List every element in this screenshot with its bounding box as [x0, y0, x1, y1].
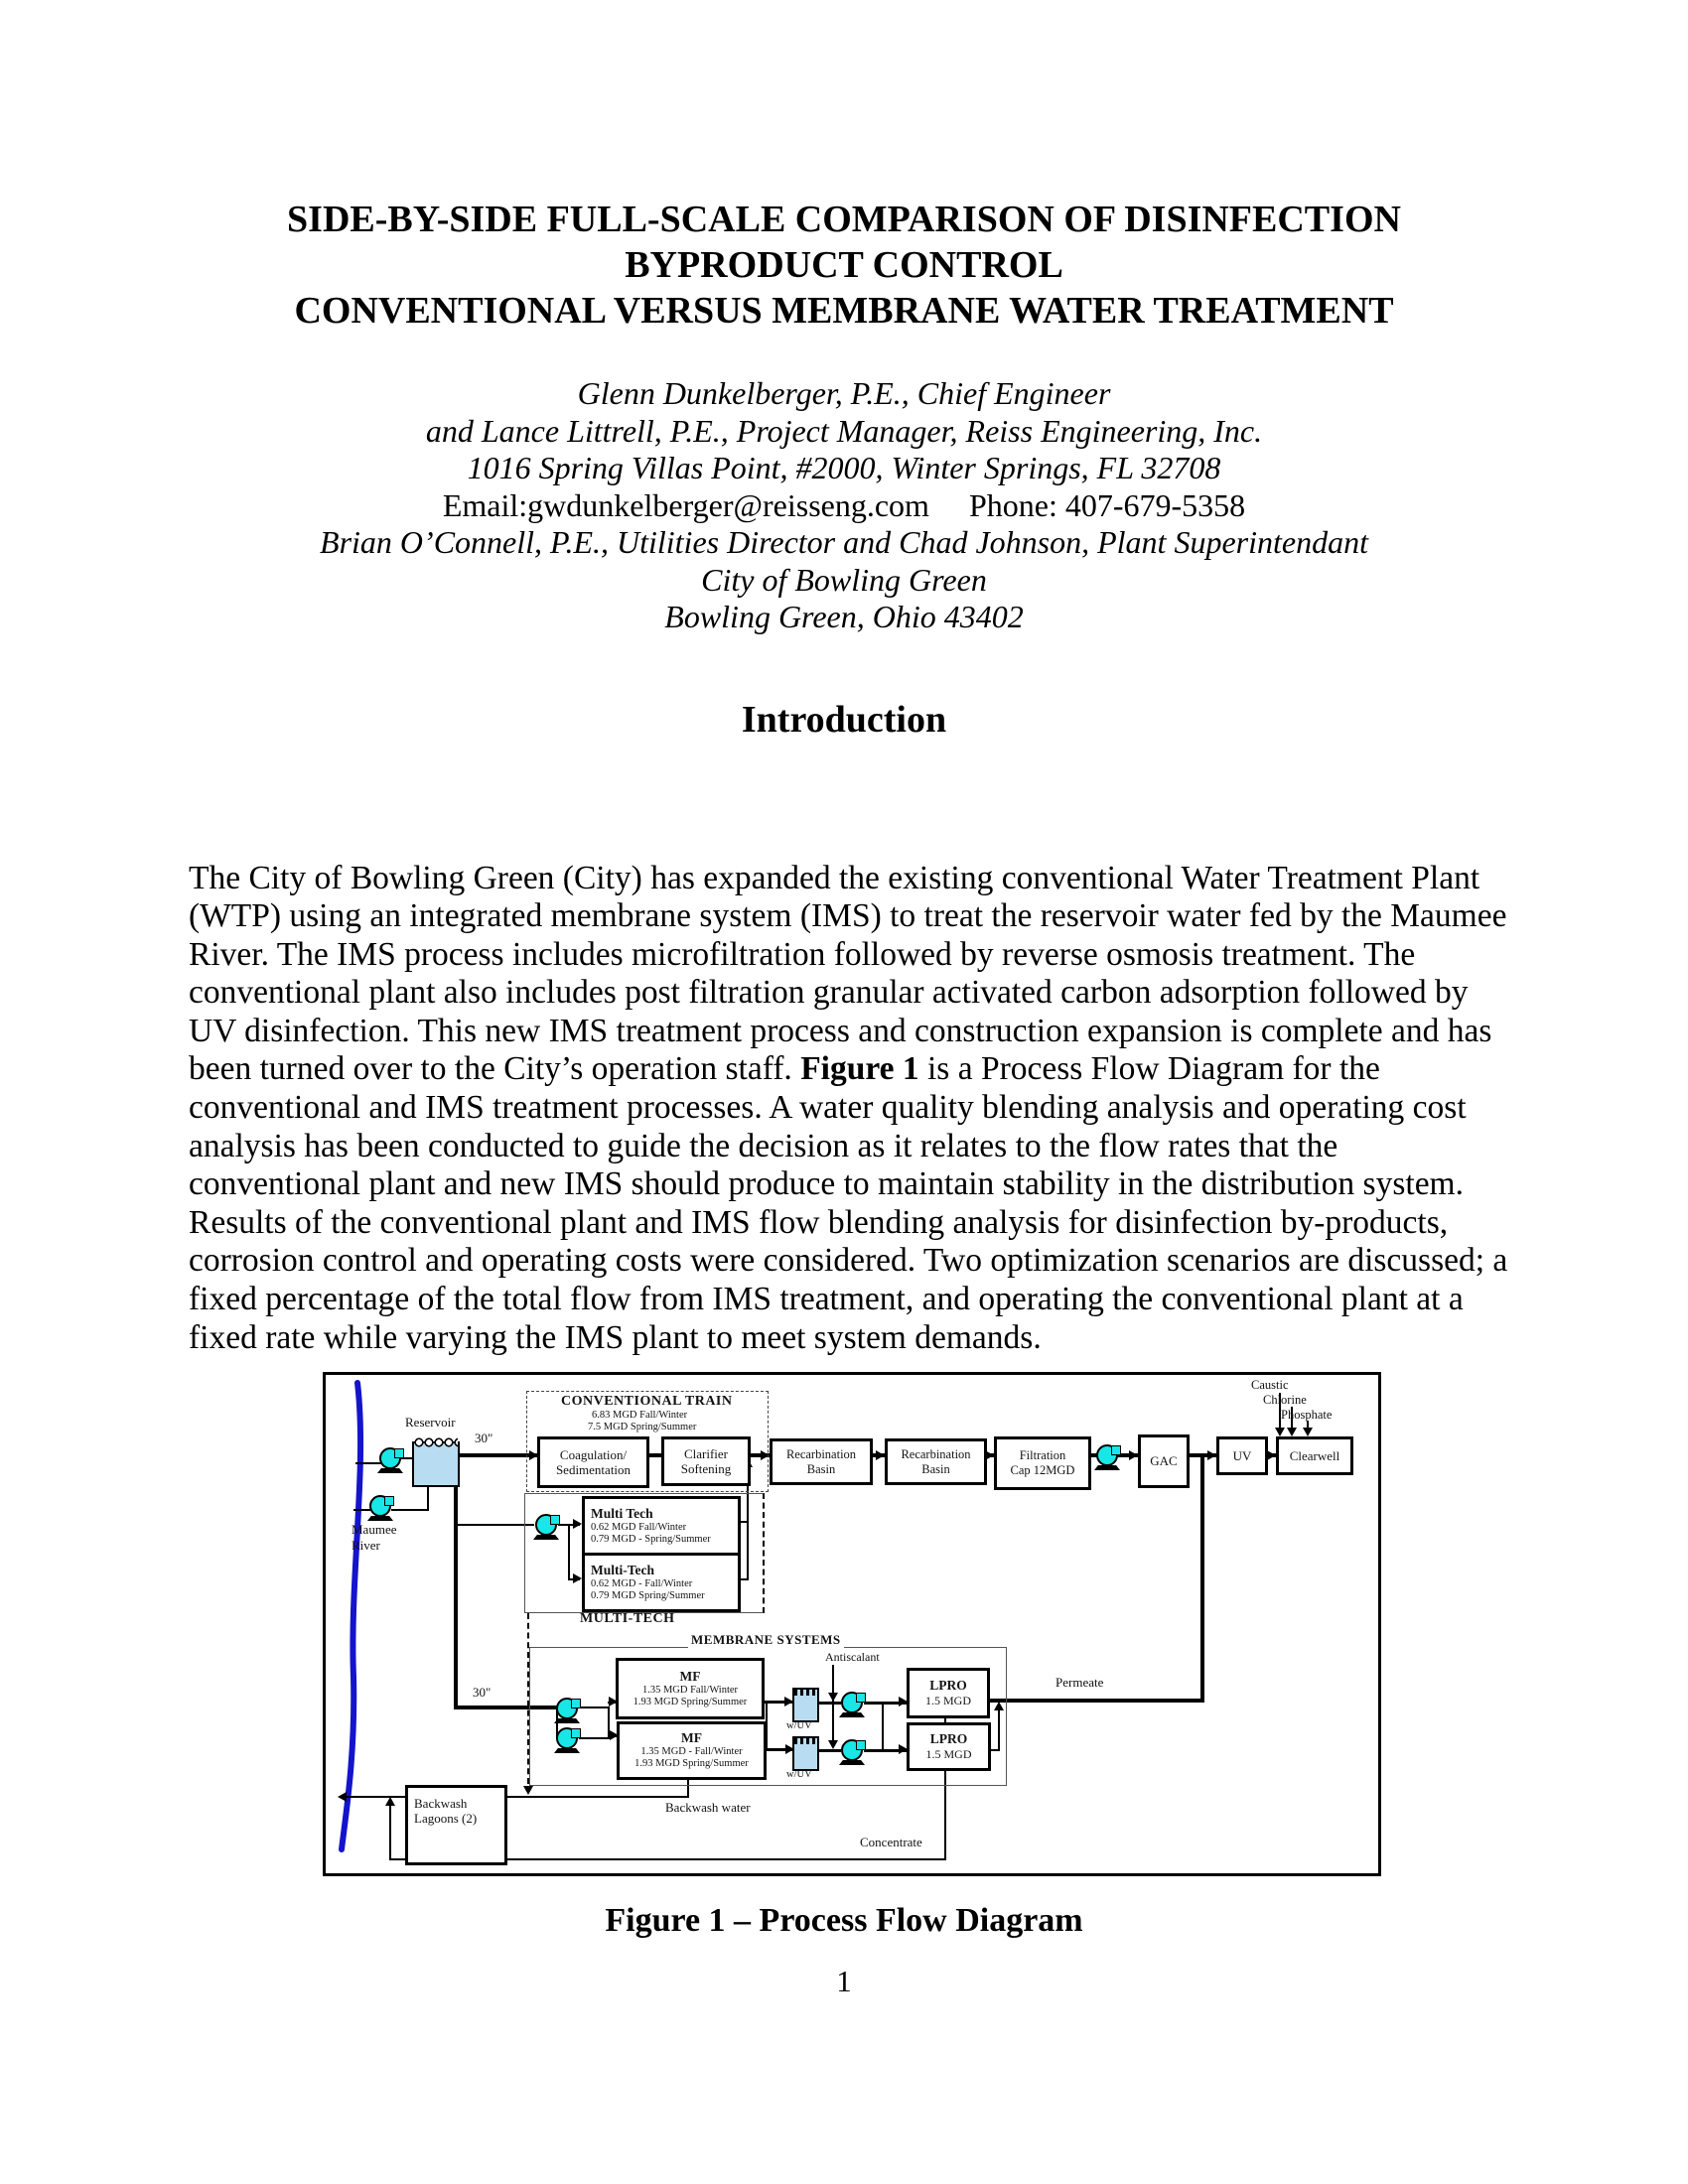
section-heading: Introduction: [741, 699, 947, 741]
figure-reference: Figure 1: [800, 1050, 919, 1088]
recarbination-basin-2-box: Recarbination Basin: [885, 1438, 987, 1485]
wuv-label-2: w/UV: [786, 1769, 812, 1780]
pump-icon: [369, 1495, 391, 1517]
mf-box-1: MF 1.35 MGD Fall/Winter 1.93 MGD Spring/Summer: [616, 1658, 765, 1719]
author-contact-line: Email:gwdunkelberger@reisseng.com Phone: 407-679-5358: [442, 486, 1246, 523]
multitech-box-2: Multi-Tech 0.62 MGD - Fall/Winter 0.79 MGD Spring/Summer: [582, 1553, 741, 1612]
arrow-icon: [1287, 1428, 1297, 1436]
title-line-3: CONVENTIONAL VERSUS MEMBRANE WATER TREATMENT: [294, 290, 1394, 332]
lpro-box-2: LPRO 1.5 MGD: [907, 1722, 991, 1771]
author-block: [189, 375, 1499, 636]
recarbination-basin-1-box: Recarbination Basin: [770, 1438, 873, 1485]
intro-text-after: is a Process Flow Diagram for the conventional and IMS treatment processes. A water quality blending analysis and operating cost analysis has been conducted to guide the decision as it relates to the flow rates that the conventional plant and new IMS should produce to maintain stability in the distribution system. Results of the conventional plant and IMS flow blending analysis for disinfection by-products, corrosion control and operating costs were considered. Two optimization scenarios are discussed; a fixed percentage of the total flow from IMS treatment, and operating the conventional plant at a fixed rate while varying the IMS plant to meet system demands.: [189, 1050, 1508, 1356]
arrow-icon: [1303, 1428, 1313, 1436]
lpro-box-1: LPRO 1.5 MGD: [907, 1668, 990, 1718]
author-line: 1016 Spring Villas Point, #2000, Winter Springs, FL 32708: [467, 450, 1221, 485]
arrow-icon: [1275, 1428, 1285, 1436]
permeate-label: Permeate: [1055, 1675, 1104, 1690]
caustic-label: Caustic: [1251, 1378, 1289, 1392]
pipe-segment: [355, 1462, 381, 1464]
membrane-systems-label: MEMBRANE SYSTEMS: [688, 1632, 844, 1648]
reservoir-label: Reservoir: [405, 1415, 456, 1430]
author-line: Bowling Green, Ohio 43402: [664, 599, 1024, 634]
title-line-2: BYPRODUCT CONTROL: [625, 244, 1063, 286]
gac-box: GAC: [1138, 1434, 1190, 1488]
author-line: and Lance Littrell, P.E., Project Manager, Reiss Engineering, Inc.: [425, 412, 1263, 449]
wuv-label-1: w/UV: [786, 1720, 812, 1731]
figure-caption: Figure 1 – Process Flow Diagram: [605, 1902, 1083, 1939]
chlorine-label: Chlorine: [1263, 1393, 1307, 1407]
uv-box: UV: [1216, 1436, 1268, 1475]
conventional-train-rate1: 6.83 MGD Fall/Winter: [592, 1410, 688, 1421]
pipe-segment: [454, 1455, 458, 1707]
arrow-icon: [1129, 1450, 1138, 1460]
pipe-segment: [389, 1800, 391, 1859]
author-line: Glenn Dunkelberger, P.E., Chief Engineer: [577, 375, 1111, 411]
antiscalant-label: Antiscalant: [825, 1650, 880, 1664]
mf-box-2: MF 1.35 MGD - Fall/Winter 1.93 MGD Spring/Summer: [617, 1721, 767, 1780]
conventional-train-rate2: 7.5 MGD Spring/Summer: [588, 1422, 697, 1433]
arrow-icon: [876, 1450, 885, 1460]
phosphate-label: Phosphate: [1281, 1408, 1333, 1422]
permeate-pipe: [1200, 1455, 1204, 1703]
pipe-segment: [353, 1509, 370, 1511]
maumee-river-label: Maumee River: [352, 1522, 397, 1553]
arrow-icon: [1207, 1450, 1216, 1460]
concentrate-label: Concentrate: [860, 1835, 922, 1849]
pipe-segment: [391, 1509, 429, 1511]
arrow-icon: [523, 1786, 533, 1795]
page-number: 1: [836, 1964, 852, 1998]
author-line: City of Bowling Green: [701, 561, 987, 598]
pipe-30in-label-top: 30": [475, 1431, 493, 1445]
title-line-1: SIDE-BY-SIDE FULL-SCALE COMPARISON OF DISINFECTION: [287, 199, 1401, 240]
arrow-icon: [1267, 1450, 1276, 1460]
maumee-river-curve: [328, 1379, 387, 1855]
pump-icon: [1096, 1444, 1118, 1466]
arrow-icon: [338, 1792, 347, 1802]
uv-tank-icon: [792, 1688, 819, 1722]
coagulation-sedimentation-box: Coagulation/ Sedimentation: [537, 1436, 649, 1488]
backwash-lagoons-box: Backwash Lagoons (2): [405, 1785, 507, 1865]
uv-tank-icon: [792, 1736, 819, 1771]
filtration-box: Filtration Cap 12MGD: [994, 1436, 1091, 1490]
backwash-water-label: Backwash water: [665, 1800, 751, 1815]
arrow-icon: [385, 1797, 395, 1806]
clarifier-softening-box: Clarifier Softening: [661, 1436, 751, 1486]
permeate-pipe: [983, 1699, 1204, 1703]
pipe-30in-label-bottom: 30": [473, 1685, 492, 1700]
pipe-segment: [458, 1524, 534, 1526]
discharge-line: [343, 1796, 405, 1798]
pump-icon: [379, 1447, 401, 1469]
intro-text-before: The City of Bowling Green (City) has expanded the existing conventional Water Treatment Plant (WTP) using an integrated membrane system (IMS) to treat the reservoir water fed by the Maumee River. The IMS process includes microfiltration followed by reverse osmosis treatment. The conventional plant also includes post filtration granular activated carbon adsorption followed by UV disinfection. This new IMS treatment process and construction expansion is complete and has been turned over to the City’s operation staff.: [189, 859, 1507, 1088]
multitech-box-1: Multi Tech 0.62 MGD Fall/Winter 0.79 MGD - Spring/Summer: [582, 1496, 741, 1556]
conventional-train-title: CONVENTIONAL TRAIN: [561, 1394, 733, 1409]
backwash-line: [496, 1796, 689, 1798]
reservoir-tank: [412, 1441, 460, 1487]
clearwell-box: Clearwell: [1276, 1436, 1353, 1475]
intro-paragraph: [189, 860, 1509, 1358]
author-line: Brian O’Connell, P.E., Utilities Director and Chad Johnson, Plant Superintendant: [320, 524, 1368, 560]
pipe-segment: [427, 1483, 429, 1511]
multitech-label: MULTI-TECH: [580, 1611, 675, 1626]
paper-title: [189, 197, 1499, 334]
process-flow-diagram: [323, 1372, 1381, 1876]
